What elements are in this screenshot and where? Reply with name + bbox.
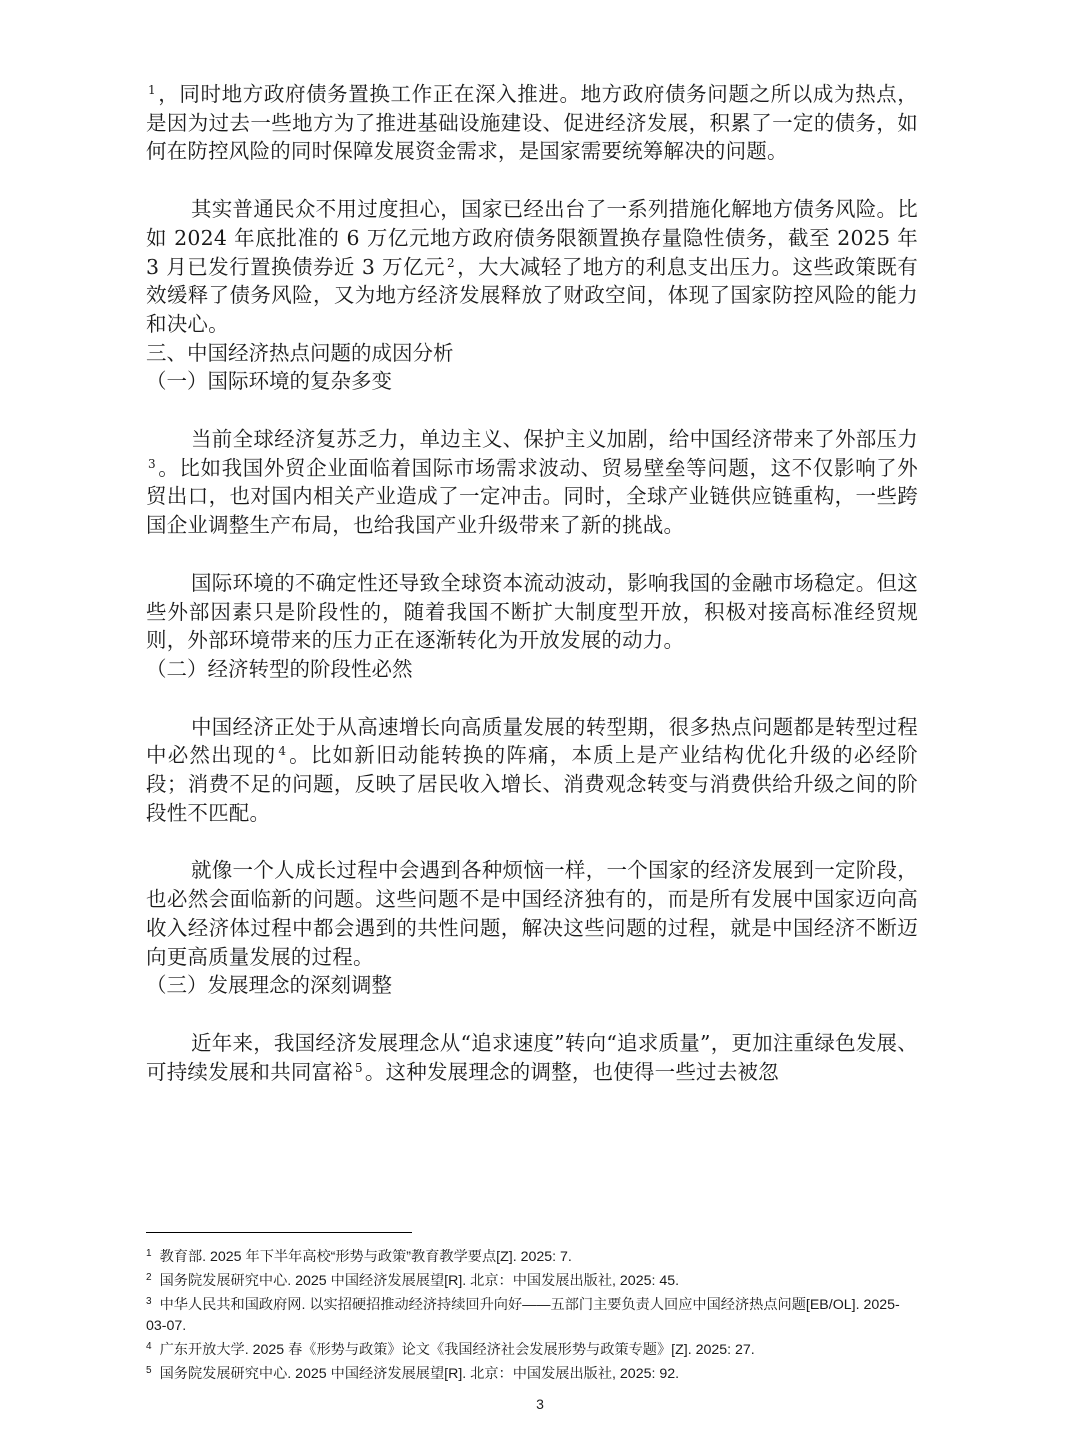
footnote-ref-3[interactable]: 3 xyxy=(148,456,156,471)
footnote-number: 3 xyxy=(146,1296,152,1307)
footnotes xyxy=(146,1247,918,1388)
paragraph-7-text-b: 。这种发展理念的调整，也使得一些过去被忽 xyxy=(364,1059,779,1084)
paragraph-4: 国际环境的不确定性还导致全球资本流动波动，影响我国的金融市场稳定。但这些外部因素只是阶段性的，随着我国不断扩大制度型开放，积极对接高标准经贸规则，外部环境带来的压力正在逐渐转化为开放发展的动力。 xyxy=(146,570,918,653)
paragraph-3-text-a: 当前全球经济复苏乏力，单边主义、保护主义加剧，给中国经济带来了外部压力 xyxy=(191,427,918,452)
footnote-text: 国务院发展研究中心. 2025 中国经济发展展望[R]. 北京：中国发展出版社, 2025: 92. xyxy=(159,1366,680,1382)
paragraph-7-text-a: 近年来，我国经济发展理念从“追求速度”转向“追求质量”，更加注重绿色发展、可持续发展和共同富裕 xyxy=(146,1030,918,1084)
footnote-number: 2 xyxy=(146,1272,152,1283)
footnote-4 xyxy=(146,1340,918,1361)
footnote-separator xyxy=(146,1232,412,1233)
footnote-3 xyxy=(146,1295,918,1337)
footnote-text: 中华人民共和国政府网. 以实招硬招推动经济持续回升向好——五部门主要负责人回应中国经济热点问题[EB/OL]. 2025-03-07. xyxy=(146,1297,900,1334)
subsection-heading-3: （三）发展理念的深刻调整 xyxy=(146,973,392,998)
paragraph-1-text: ，同时地方政府债务置换工作正在深入推进。地方政府债务问题之所以成为热点，是因为过去一些地方为了推进基础设施建设、促进经济发展，积累了一定的债务，如何在防控风险的同时保障发展资金需求，是国家需要统筹解决的问题。 xyxy=(146,82,918,164)
footnote-1 xyxy=(146,1247,918,1268)
subsection-heading-1: （一）国际环境的复杂多变 xyxy=(146,369,392,394)
paragraph-3-text-b: 。比如我国外贸企业面临着国际市场需求波动、贸易壁垒等问题，这不仅影响了外贸出口，也对国内相关产业造成了一定冲击。同时，全球产业链供应链重构，一些跨国企业调整生产布局，也给我国产业升级带来了新的挑战。 xyxy=(146,455,918,538)
paragraph-5-text-b: 。比如新旧动能转换的阵痛，本质上是产业结构优化升级的必经阶段；消费不足的问题，反映了居民收入增长、消费观念转变与消费供给升级之间的阶段性不匹配。 xyxy=(146,743,918,825)
page-number: 3 xyxy=(536,1396,544,1412)
paragraph-2-text-b: ，大大减轻了地方的利息支出压力。这些政策既有效缓释了债务风险，又为地方经济发展释放了财政空间，体现了国家防控风险的能力和决心。 xyxy=(146,254,918,336)
section-heading-3: 三、中国经济热点问题的成因分析 xyxy=(146,340,454,365)
paragraph-2 xyxy=(146,195,918,339)
footnote-2 xyxy=(146,1271,918,1292)
footnote-ref-5[interactable]: 5 xyxy=(355,1060,363,1075)
subsection-heading-2: （二）经济转型的阶段性必然 xyxy=(146,656,413,681)
footnote-ref-4[interactable]: 4 xyxy=(278,744,287,759)
footnote-text: 教育部. 2025 年下半年高校“形势与政策”教育教学要点[Z]. 2025: 7. xyxy=(159,1249,572,1265)
document-body xyxy=(146,80,918,1086)
footnote-text: 广东开放大学. 2025 春《形势与政策》论文《我国经济社会发展形势与政策专题》[Z]. 2025: 27. xyxy=(159,1342,755,1358)
paragraph-5 xyxy=(146,713,918,828)
paragraph-1 xyxy=(146,80,918,166)
footnote-number: 4 xyxy=(146,1341,152,1352)
footnote-ref-1[interactable]: 1 xyxy=(148,83,156,97)
paragraph-5-text-a: 中国经济正处于从高速增长向高质量发展的转型期，很多热点问题都是转型过程中必然出现的 xyxy=(146,714,918,768)
footnote-ref-2[interactable]: 2 xyxy=(446,255,455,270)
footnote-number: 1 xyxy=(146,1248,152,1259)
footnote-number: 5 xyxy=(146,1365,152,1376)
footnote-5 xyxy=(146,1364,918,1385)
paragraph-7 xyxy=(146,1029,918,1086)
paragraph-6: 就像一个人成长过程中会遇到各种烦恼一样，一个国家的经济发展到一定阶段，也必然会面临新的问题。这些问题不是中国经济独有的，而是所有发展中国家迈向高收入经济体过程中都会遇到的共性问题，解决这些问题的过程，就是中国经济不断迈向更高质量发展的过程。 xyxy=(146,858,918,969)
paragraph-3 xyxy=(146,425,918,540)
footnote-text: 国务院发展研究中心. 2025 中国经济发展展望[R]. 北京：中国发展出版社, 2025: 45. xyxy=(159,1273,680,1289)
paragraph-2-text-a: 其实普通民众不用过度担心，国家已经出台了一系列措施化解地方债务风险。比如 2024 年底批准的 6 万亿元地方政府债务限额置换存量隐性债务，截至 2025 年 3 月已发行置换债券近 3 万亿元 xyxy=(146,197,918,279)
